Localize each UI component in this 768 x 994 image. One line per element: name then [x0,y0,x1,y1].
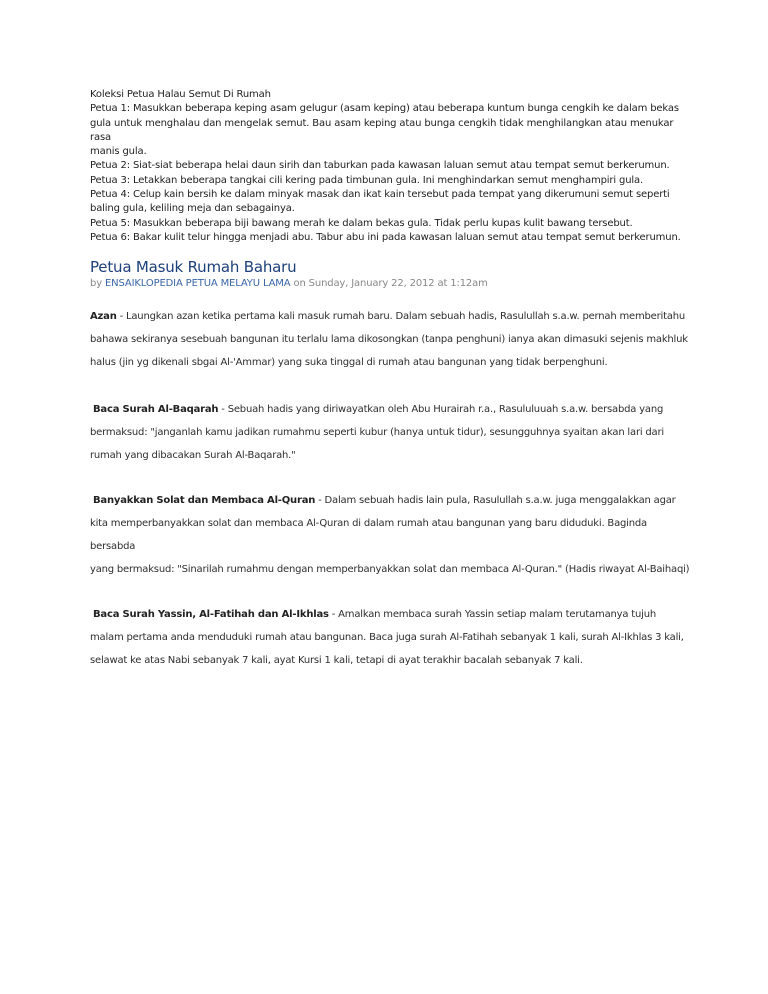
section-line: halus (jin yg dikenali sbgai Al-'Ammar) yang suka tinggal di rumah atau bangunan yang tidak berpenghuni. [90,357,608,369]
section-line: selawat ke atas Nabi sebanyak 7 kali, ayat Kursi 1 kali, tetapi di ayat terakhir bacalah sebanyak 7 kali. [90,655,583,667]
section-azan [90,305,690,374]
ant-tip-line: Petua 4: Celup kain bersih ke dalam minyak masak dan ikat kain tersebut pada tempat yang dikerumuni semut seperti [90,189,670,201]
section-line: rumah yang dibacakan Surah Al-Baqarah." [90,450,296,462]
section-heading: Azan [90,311,117,323]
section-heading: Baca Surah Yassin, Al-Fatihah dan Al-Ikhlas [93,609,329,621]
ant-tip-line: manis gula. [90,146,147,158]
section-line: kita memperbanyakkan solat dan membaca Al-Quran di dalam rumah atau bangunan yang baru diduduki. Baginda bersabda [90,518,647,553]
section-heading: Banyakkan Solat dan Membaca Al-Quran [93,495,316,507]
ant-tip-line: gula untuk menghalau dan mengelak semut. Bau asam keping atau bunga cengkih tidak menghilangkan atau menukar rasa [90,117,674,143]
post-byline [90,277,690,291]
section-line: Baca Surah Yassin, Al-Fatihah dan Al-Ikhlas - Amalkan membaca surah Yassin setiap malam terutamanya tujuh [93,609,656,621]
ant-tip-line: Petua 5: Masukkan beberapa biji bawang merah ke dalam bekas gula. Tidak perlu kupas kulit bawang tersebut. [90,217,633,229]
ant-tip-line: Petua 1: Masukkan beberapa keping asam gelugur (asam keping) atau beberapa kuntum bunga cengkih ke dalam bekas [90,103,679,115]
author-link[interactable]: ENSAIKLOPEDIA PETUA MELAYU LAMA [105,278,291,290]
post-title: Petua Masuk Rumah Baharu [90,258,297,277]
section-yassin [90,603,690,672]
section-line: Baca Surah Al-Baqarah - Sebuah hadis yang diriwayatkan oleh Abu Hurairah r.a., Rasululuuah s.a.w. bersabda yang [93,404,664,416]
ant-tip-line: baling gula, keliling meja dan sebagainya. [90,203,295,215]
ant-tips-block [90,88,690,245]
section-line: Azan - Laungkan azan ketika pertama kali masuk rumah baru. Dalam sebuah hadis, Rasulullah s.a.w. pernah memberitahu [90,311,686,323]
section-line: malam pertama anda menduduki rumah atau bangunan. Baca juga surah Al-Fatihah sebanyak 1 kali, surah Al-Ikhlas 3 kali, [90,632,684,644]
document-page [90,88,690,672]
byline-by: by [90,278,102,290]
section-line: Banyakkan Solat dan Membaca Al-Quran - Dalam sebuah hadis lain pula, Rasulullah s.a.w. juga menggalakkan agar [93,495,676,507]
section-line: bermaksud: "janganlah kamu jadikan rumahmu seperti kubur (hanya untuk tidur), sesungguhnya syaitan akan lari dari [90,427,664,439]
section-heading: Baca Surah Al-Baqarah [93,404,219,416]
post-date: on Sunday, January 22, 2012 at 1:12am [293,278,488,290]
section-solat [90,489,690,581]
section-line: bahawa sekiranya sesebuah bangunan itu terlalu lama dikosongkan (tanpa penghuni) ianya akan dimasuki sejenis makhluk [90,334,688,346]
section-baqarah [90,398,690,467]
ant-tip-line: Petua 3: Letakkan beberapa tangkai cili kering pada timbunan gula. Ini menghindarkan semut menghampiri gula. [90,174,644,186]
ant-tip-line: Petua 2: Siat-siat beberapa helai daun sirih dan taburkan pada kawasan laluan semut atau tempat semut berkerumun. [90,160,670,172]
ant-tip-line: Petua 6: Bakar kulit telur hingga menjadi abu. Tabur abu ini pada kawasan laluan semut atau tempat semut berkerumun. [90,231,681,243]
ant-tips-title: Koleksi Petua Halau Semut Di Rumah [90,89,271,100]
section-line: yang bermaksud: "Sinarilah rumahmu dengan memperbanyakkan solat dan membaca Al-Quran." (Hadis riwayat Al-Baihaqi) [90,564,690,576]
